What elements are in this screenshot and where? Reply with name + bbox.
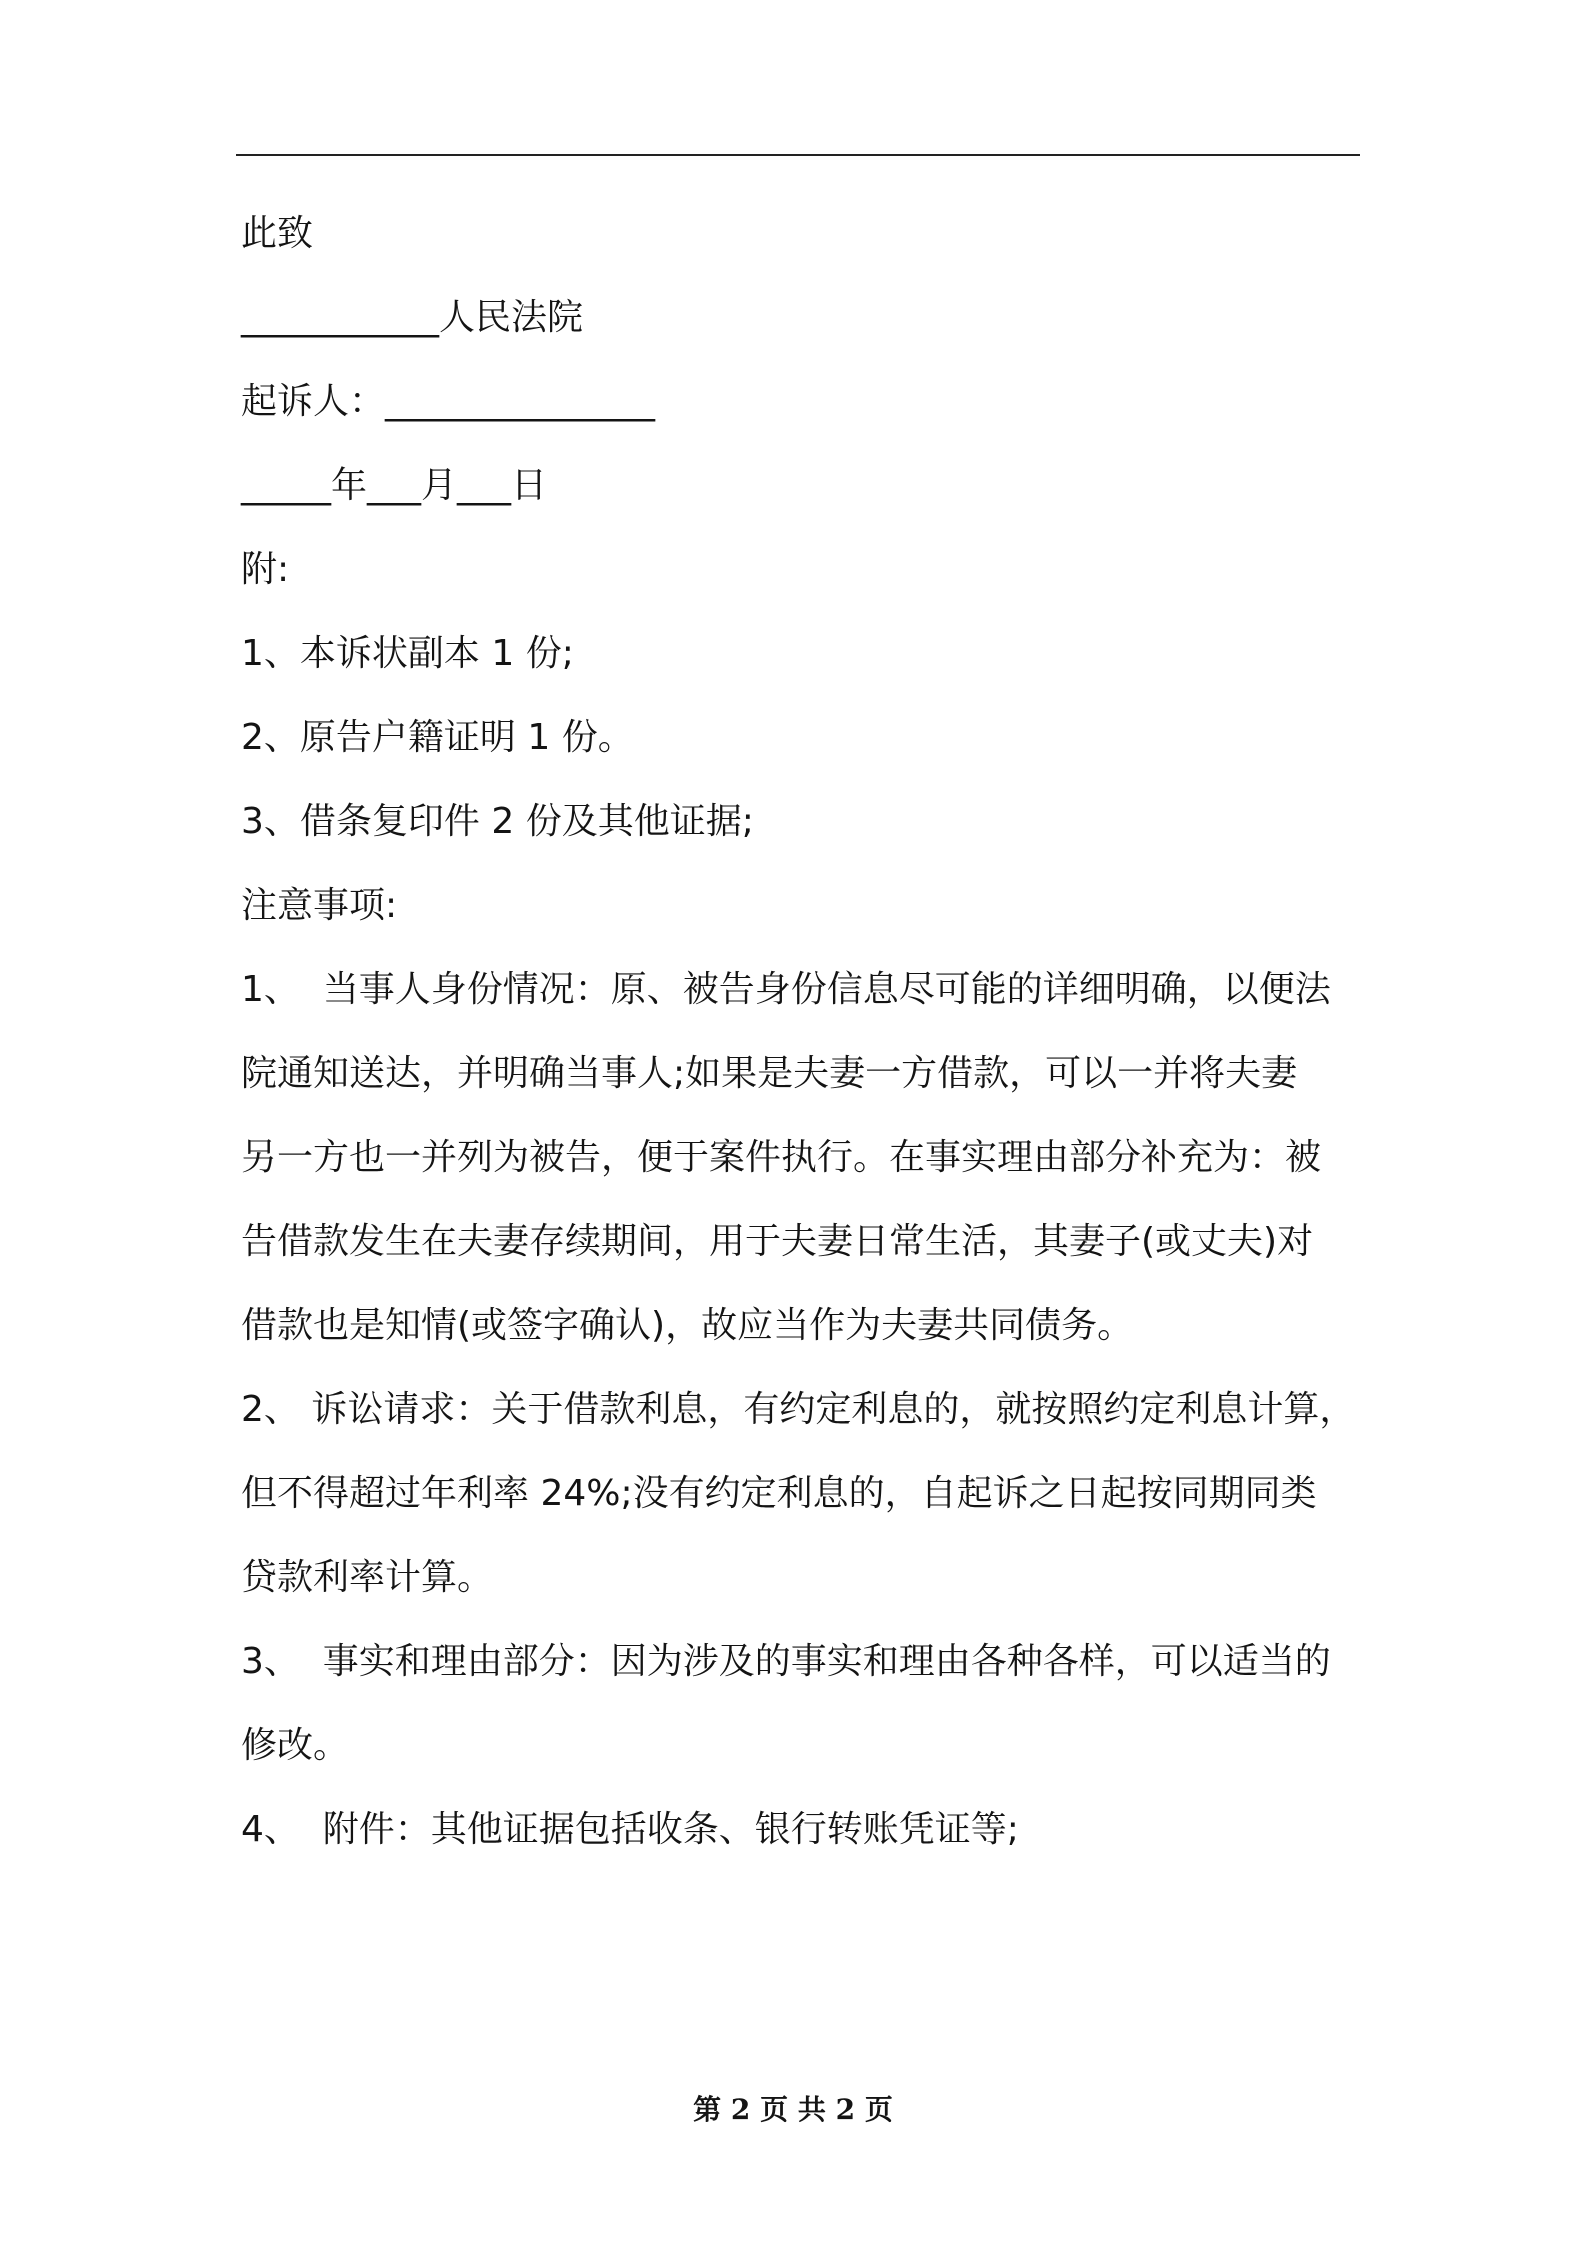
note-line: 另一方也一并列为被告，便于案件执行。在事实理由部分补充为：被 bbox=[241, 1137, 1322, 1178]
note-item-1 bbox=[241, 948, 1359, 1368]
note-line: 2、 诉讼请求：关于借款利息，有约定利息的，就按照约定利息计算， bbox=[241, 1389, 1356, 1430]
attachments-heading: 附: bbox=[241, 549, 290, 590]
note-line: 但不得超过年利率 24%;没有约定利息的，自起诉之日起按同期同类 bbox=[241, 1473, 1317, 1514]
header-rule bbox=[236, 154, 1360, 156]
note-item-3 bbox=[241, 1620, 1359, 1788]
note-line: 告借款发生在夫妻存续期间，用于夫妻日常生活，其妻子(或丈夫)对 bbox=[241, 1221, 1314, 1262]
closing-line: 此致 bbox=[241, 213, 314, 254]
note-item-2 bbox=[241, 1368, 1359, 1620]
note-line: 院通知送达，并明确当事人;如果是夫妻一方借款，可以一并将夫妻 bbox=[241, 1053, 1298, 1094]
note-item-4 bbox=[241, 1788, 1359, 1872]
plaintiff-line: 起诉人：_______________ bbox=[241, 381, 656, 422]
court-line: ___________人民法院 bbox=[241, 297, 584, 338]
note-line: 3、 事实和理由部分：因为涉及的事实和理由各种各样，可以适当的 bbox=[241, 1641, 1331, 1682]
document-body bbox=[241, 192, 1359, 1872]
note-line: 4、 附件：其他证据包括收条、银行转账凭证等; bbox=[241, 1809, 1019, 1850]
attachment-item: 3、借条复印件 2 份及其他证据; bbox=[241, 801, 754, 842]
notes-heading: 注意事项: bbox=[241, 885, 398, 926]
note-line: 贷款利率计算。 bbox=[241, 1557, 494, 1598]
page-number-footer: 第 2 页 共 2 页 bbox=[693, 2093, 893, 2126]
note-line: 修改。 bbox=[241, 1725, 350, 1766]
attachment-item: 2、原告户籍证明 1 份。 bbox=[241, 717, 634, 758]
note-line: 1、 当事人身份情况：原、被告身份信息尽可能的详细明确，以便法 bbox=[241, 969, 1331, 1010]
note-line: 借款也是知情(或签字确认)，故应当作为夫妻共同债务。 bbox=[241, 1305, 1134, 1346]
date-line: _____年___月___日 bbox=[241, 465, 548, 506]
attachment-item: 1、本诉状副本 1 份; bbox=[241, 633, 574, 674]
